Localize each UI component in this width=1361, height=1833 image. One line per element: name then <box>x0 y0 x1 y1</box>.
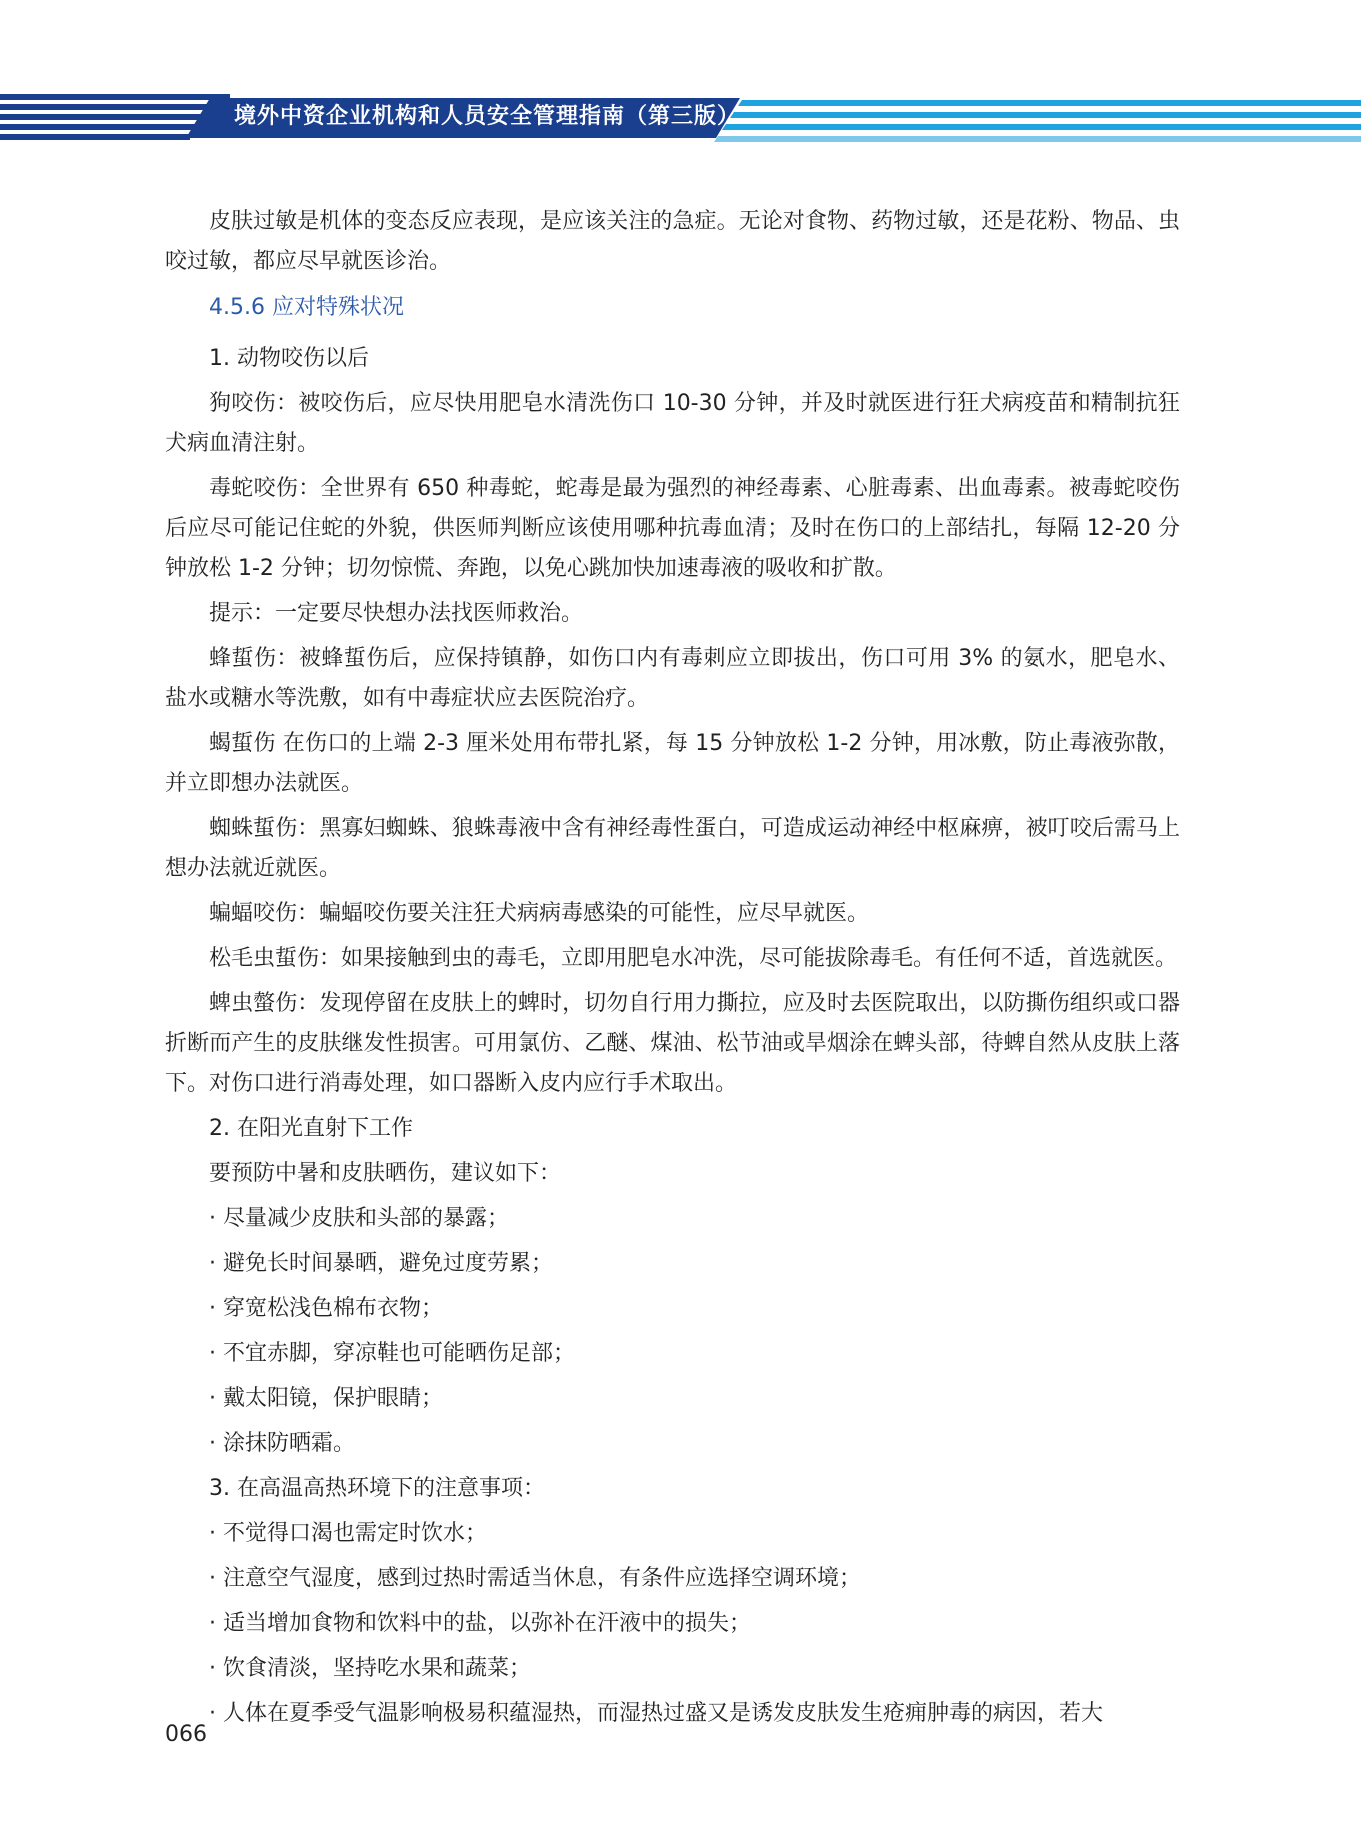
list-item: · 饮食清淡，坚持吃水果和蔬菜； <box>209 1656 531 1681</box>
page-number: 066 <box>165 1722 207 1747</box>
header-title: 境外中资企业机构和人员安全管理指南（第三版） <box>234 104 741 129</box>
list-item: · 不觉得口渴也需定时饮水； <box>209 1521 487 1546</box>
paragraph-spider-bite: 蜘蛛蜇伤：黑寡妇蜘蛛、狼蛛毒液中含有神经毒性蛋白，可造成运动神经中枢麻痹，被叮咬后需马上想办法就近就医。 <box>165 816 1180 881</box>
page-content <box>165 202 1180 1739</box>
list-item: · 适当增加食物和饮料中的盐，以弥补在汗液中的损失； <box>209 1611 751 1636</box>
subheading-sunlight: 2. 在阳光直射下工作 <box>209 1116 413 1141</box>
section-heading: 4.5.6 应对特殊状况 <box>209 295 404 320</box>
list-item: · 避免长时间暴晒，避免过度劳累； <box>209 1251 553 1276</box>
paragraph-tick-bite: 蜱虫螫伤：发现停留在皮肤上的蜱时，切勿自行用力撕拉，应及时去医院取出，以防撕伤组织或口器折断而产生的皮肤继发性损害。可用氯仿、乙醚、煤油、松节油或旱烟涂在蜱头部，待蜱自然从皮肤上落下。对伤口进行消毒处理，如口器断入皮内应行手术取出。 <box>165 991 1180 1096</box>
header-banner <box>0 92 1361 144</box>
list-item: · 穿宽松浅色棉布衣物； <box>209 1296 443 1321</box>
paragraph-sun-advice: 要预防中暑和皮肤晒伤，建议如下： <box>209 1161 562 1186</box>
intro-paragraph: 皮肤过敏是机体的变态反应表现，是应该关注的急症。无论对食物、药物过敏，还是花粉、物品、虫咬过敏，都应尽早就医诊治。 <box>165 209 1180 274</box>
list-item: · 不宜赤脚，穿凉鞋也可能晒伤足部； <box>209 1341 575 1366</box>
list-item: · 人体在夏季受气温影响极易积蕴湿热，而湿热过盛又是诱发皮肤发生疮痈肿毒的病因，若大 <box>209 1701 1103 1726</box>
paragraph-tip: 提示：一定要尽快想办法找医师救治。 <box>209 601 584 626</box>
list-item: · 戴太阳镜，保护眼睛； <box>209 1386 443 1411</box>
paragraph-dog-bite: 狗咬伤：被咬伤后，应尽快用肥皂水清洗伤口 10-30 分钟，并及时就医进行狂犬病疫苗和精制抗狂犬病血清注射。 <box>165 391 1180 456</box>
subheading-heat: 3. 在高温高热环境下的注意事项： <box>209 1476 545 1501</box>
list-item: · 尽量减少皮肤和头部的暴露； <box>209 1206 509 1231</box>
paragraph-bee-sting: 蜂蜇伤：被蜂蜇伤后，应保持镇静，如伤口内有毒刺应立即拔出，伤口可用 3% 的氨水，肥皂水、盐水或糖水等洗敷，如有中毒症状应去医院治疗。 <box>165 646 1180 711</box>
list-item: · 注意空气湿度，感到过热时需适当休息，有条件应选择空调环境； <box>209 1566 861 1591</box>
paragraph-snake-bite: 毒蛇咬伤：全世界有 650 种毒蛇，蛇毒是最为强烈的神经毒素、心脏毒素、出血毒素。被毒蛇咬伤后应尽可能记住蛇的外貌，供医师判断应该使用哪种抗毒血清；及时在伤口的上部结扎，每隔 12-20 分钟放松 1-2 分钟；切勿惊慌、奔跑，以免心跳加快加速毒液的吸收和扩散。 <box>165 476 1180 581</box>
subheading-animal-bites: 1. 动物咬伤以后 <box>209 346 369 371</box>
list-item: · 涂抹防晒霜。 <box>209 1431 355 1456</box>
paragraph-caterpillar-sting: 松毛虫蜇伤：如果接触到虫的毒毛，立即用肥皂水冲洗，尽可能拔除毒毛。有任何不适，首选就医。 <box>209 946 1178 971</box>
paragraph-bat-bite: 蝙蝠咬伤：蝙蝠咬伤要关注狂犬病病毒感染的可能性，应尽早就医。 <box>209 901 870 926</box>
paragraph-scorpion-sting: 蝎蜇伤 在伤口的上端 2-3 厘米处用布带扎紧，每 15 分钟放松 1-2 分钟，用冰敷，防止毒液弥散，并立即想办法就医。 <box>165 731 1180 796</box>
